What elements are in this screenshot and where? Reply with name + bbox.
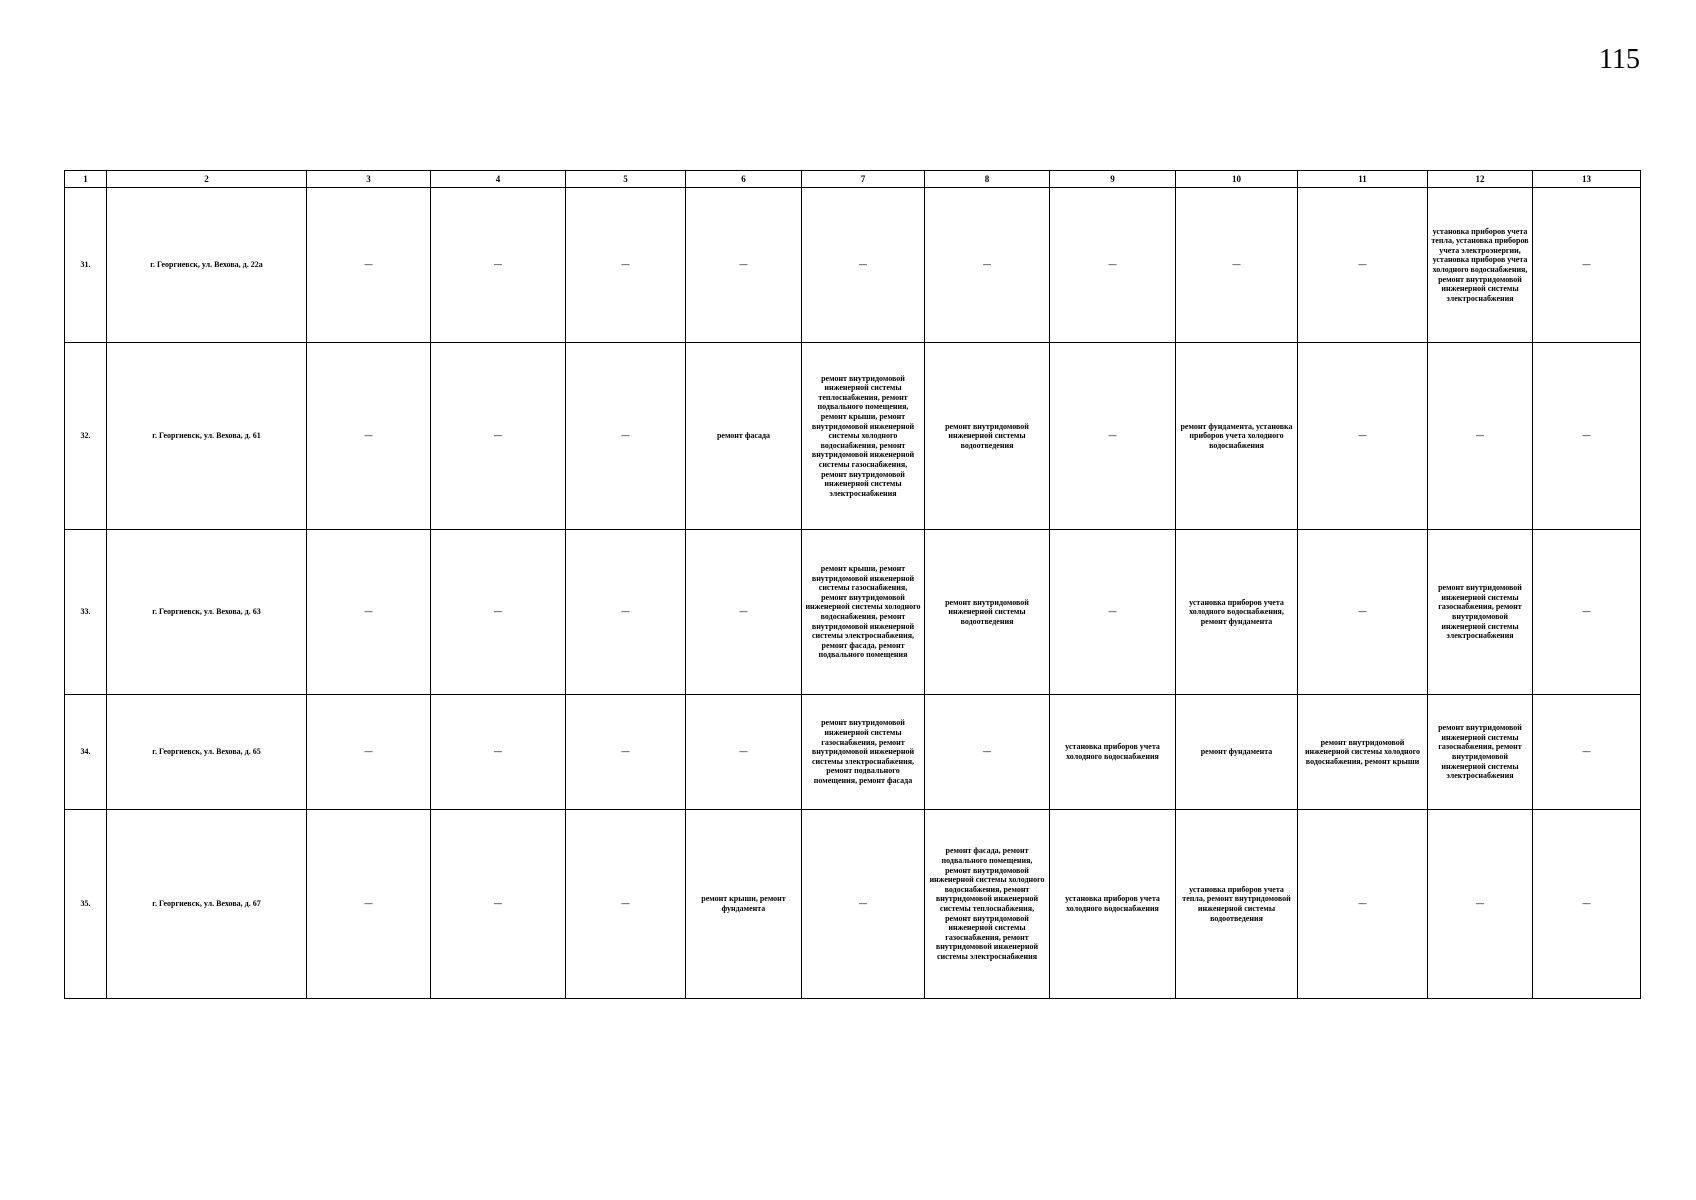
table-cell: ремонт внутридомовой инженерной системы газоснабжения, ремонт внутридомовой инженерной системы электроснабжения [1428, 695, 1533, 810]
row-number: 32. [65, 343, 107, 530]
table-cell: — [1050, 188, 1176, 343]
table-row [65, 188, 1641, 343]
column-header: 7 [802, 171, 925, 188]
column-header: 11 [1298, 171, 1428, 188]
table-cell: ремонт внутридомовой инженерной системы водоотведения [925, 530, 1050, 695]
row-address: г. Георгиевск, ул. Вехова, д. 61 [107, 343, 307, 530]
column-header: 5 [566, 171, 686, 188]
table-cell: — [1050, 343, 1176, 530]
column-header: 9 [1050, 171, 1176, 188]
table-cell: — [566, 188, 686, 343]
column-header: 8 [925, 171, 1050, 188]
table-cell: — [307, 810, 431, 999]
column-header: 3 [307, 171, 431, 188]
table-cell: — [431, 188, 566, 343]
table-cell: ремонт внутридомовой инженерной системы холодного водоснабжения, ремонт крыши [1298, 695, 1428, 810]
table-cell: — [1428, 810, 1533, 999]
row-address: г. Георгиевск, ул. Вехова, д. 65 [107, 695, 307, 810]
table-cell: — [307, 343, 431, 530]
table-row [65, 810, 1641, 999]
table-cell: — [1533, 343, 1641, 530]
table-cell: — [307, 188, 431, 343]
column-header: 1 [65, 171, 107, 188]
table-row [65, 530, 1641, 695]
table-cell: ремонт крыши, ремонт внутридомовой инженерной системы газоснабжения, ремонт внутридомовой инженерной системы холодного водоснабжения, ремонт внутридомовой инженерной системы электроснабжения, ремонт фасада, ремонт подвального помещения [802, 530, 925, 695]
table-cell: — [566, 343, 686, 530]
column-header: 10 [1176, 171, 1298, 188]
table-cell: — [566, 810, 686, 999]
table-cell: — [1533, 695, 1641, 810]
table-cell: — [1533, 810, 1641, 999]
table-cell: ремонт фасада, ремонт подвального помещения, ремонт внутридомовой инженерной системы холодного водоснабжения, ремонт внутридомовой инженерной системы теплоснабжения, ремонт внутридомовой инженерной системы газоснабжения, ремонт внутридомовой инженерной системы электроснабжения [925, 810, 1050, 999]
table-cell: — [925, 188, 1050, 343]
table-cell: ремонт внутридомовой инженерной системы газоснабжения, ремонт внутридомовой инженерной системы электроснабжения [1428, 530, 1533, 695]
row-address: г. Георгиевск, ул. Вехова, д. 67 [107, 810, 307, 999]
table-cell: установка приборов учета холодного водоснабжения, ремонт фундамента [1176, 530, 1298, 695]
table-cell: — [802, 810, 925, 999]
table-cell: — [925, 695, 1050, 810]
table-cell: — [1298, 530, 1428, 695]
table-cell: — [1533, 188, 1641, 343]
table-cell: ремонт фундамента [1176, 695, 1298, 810]
row-number: 35. [65, 810, 107, 999]
row-address: г. Георгиевск, ул. Вехова, д. 63 [107, 530, 307, 695]
table-cell: — [307, 695, 431, 810]
table-cell: — [1428, 343, 1533, 530]
column-header: 2 [107, 171, 307, 188]
table-cell: — [802, 188, 925, 343]
table-cell: — [431, 343, 566, 530]
column-header: 4 [431, 171, 566, 188]
table-cell: ремонт фасада [686, 343, 802, 530]
row-number: 31. [65, 188, 107, 343]
table-cell: установка приборов учета холодного водоснабжения [1050, 810, 1176, 999]
column-header: 6 [686, 171, 802, 188]
column-header: 13 [1533, 171, 1641, 188]
repair-schedule-table [64, 170, 1641, 999]
row-number: 34. [65, 695, 107, 810]
table-cell: — [307, 530, 431, 695]
table-cell: ремонт внутридомовой инженерной системы водоотведения [925, 343, 1050, 530]
table-cell: — [1298, 343, 1428, 530]
table-cell: — [1050, 530, 1176, 695]
table-cell: — [1176, 188, 1298, 343]
column-header: 12 [1428, 171, 1533, 188]
table-cell: установка приборов учета тепла, установка приборов учета электроэнергии, установка приборов учета холодного водоснабжения, ремонт внутридомовой инженерной системы электроснабжения [1428, 188, 1533, 343]
table-cell: — [1298, 188, 1428, 343]
table-cell: — [1533, 530, 1641, 695]
table-cell: установка приборов учета холодного водоснабжения [1050, 695, 1176, 810]
table-cell: ремонт крыши, ремонт фундамента [686, 810, 802, 999]
table-cell: ремонт фундамента, установка приборов учета холодного водоснабжения [1176, 343, 1298, 530]
table-cell: — [686, 188, 802, 343]
table-cell: ремонт внутридомовой инженерной системы газоснабжения, ремонт внутридомовой инженерной системы электроснабжения, ремонт подвального помещения, ремонт фасада [802, 695, 925, 810]
table-row [65, 695, 1641, 810]
row-address: г. Георгиевск, ул. Вехова, д. 22а [107, 188, 307, 343]
table-cell: установка приборов учета тепла, ремонт внутридомовой инженерной системы водоотведения [1176, 810, 1298, 999]
table-cell: ремонт внутридомовой инженерной системы теплоснабжения, ремонт подвального помещения, ремонт крыши, ремонт внутридомовой инженерной системы холодного водоснабжения, ремонт внутридомовой инженерной системы газоснабжения, ремонт внутридомовой инженерной системы электроснабжения [802, 343, 925, 530]
table-cell: — [566, 695, 686, 810]
column-number-header-row [65, 171, 1641, 188]
table-cell: — [686, 695, 802, 810]
table-cell: — [566, 530, 686, 695]
page-number: 115 [1599, 44, 1640, 75]
table-row [65, 343, 1641, 530]
table-cell: — [431, 810, 566, 999]
row-number: 33. [65, 530, 107, 695]
table-cell: — [1298, 810, 1428, 999]
table-cell: — [686, 530, 802, 695]
table-cell: — [431, 695, 566, 810]
table-cell: — [431, 530, 566, 695]
